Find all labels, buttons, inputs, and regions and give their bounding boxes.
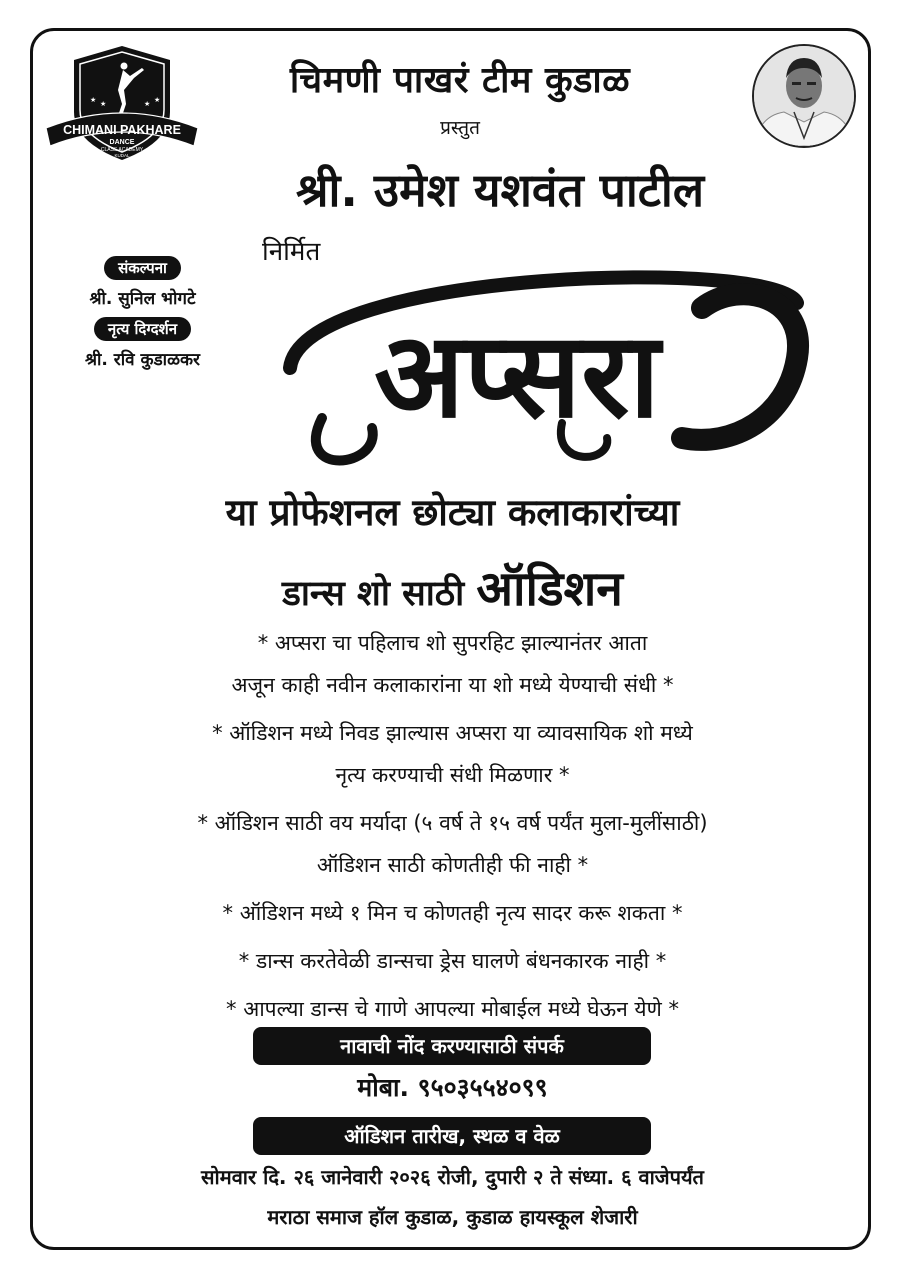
- detail-line: * ऑडिशन मध्ये निवड झाल्यास अप्सरा या व्यावसायिक शो मध्ये: [212, 721, 693, 745]
- detail-line: * आपल्या डान्स चे गाणे आपल्या मोबाईल मध्ये घेऊन येणे *: [226, 997, 679, 1021]
- detail-line: * ऑडिशन मध्ये १ मिन च कोणतही नृत्य सादर करू शकता *: [222, 901, 683, 925]
- svg-text:★: ★: [154, 96, 161, 104]
- audition-emphasis: ऑडिशन: [476, 561, 623, 617]
- logo-name-text: CHIMANI PAKHARE: [63, 123, 181, 137]
- event-date-time: सोमवार दि. २६ जानेवारी २०२६ रोजी, दुपारी २ ते संध्या. ६ वाजेपर्यंत: [201, 1165, 704, 1189]
- svg-text:★: ★: [90, 96, 97, 104]
- choreography-person-name: श्री. रवि कुडाळकर: [84, 350, 201, 370]
- choreography-role-label: नृत्य दिग्दर्शन: [94, 317, 191, 341]
- show-title-logo: [262, 248, 812, 478]
- headline-line-2-prefix: डान्स शो साठी: [282, 574, 465, 614]
- created-by-label: निर्मित: [262, 237, 321, 267]
- svg-text:★: ★: [144, 100, 151, 108]
- detail-line: * डान्स करतेवेळी डान्सचा ड्रेस घालणे बंधनकारक नाही *: [238, 949, 667, 973]
- logo-sub-text-2: CLASS ACADEMY: [100, 147, 144, 153]
- concept-person-name: श्री. सुनिल भोगटे: [89, 289, 196, 309]
- person-portrait-icon: [754, 46, 854, 146]
- detail-line: अजून काही नवीन कलाकारांना या शो मध्ये येण्याची संधी *: [231, 673, 674, 697]
- concept-role-label: संकल्पना: [104, 256, 181, 280]
- contact-mobile-number: मोबा. ९५०३५५४०९९: [357, 1073, 548, 1102]
- svg-text:★: ★: [100, 100, 107, 108]
- headline-line-1: या प्रोफेशनल छोट्या कलाकारांच्या: [225, 491, 680, 534]
- detail-line: * अप्सरा चा पहिलाच शो सुपरहिट झाल्यानंतर आता: [257, 631, 648, 655]
- detail-line: नृत्य करण्याची संधी मिळणार *: [335, 763, 570, 787]
- details-list: [50, 622, 855, 1030]
- contact-label-bar: नावाची नोंद करण्यासाठी संपर्क: [253, 1027, 651, 1065]
- detail-line: * ऑडिशन साठी वय मर्यादा (५ वर्ष ते १५ वर्ष पर्यंत मुला-मुलींसाठी): [197, 811, 708, 835]
- academy-logo: [44, 42, 200, 172]
- headline-line-2: [40, 555, 865, 620]
- logo-sub-text: DANCE: [109, 139, 135, 146]
- event-venue: मराठा समाज हॉल कुडाळ, कुडाळ हायस्कूल शेजारी: [267, 1205, 638, 1229]
- event-label-bar: ऑडिशन तारीख, स्थळ व वेळ: [253, 1117, 651, 1155]
- producer-name: श्री. उमेश यशवंत पाटील: [295, 163, 705, 217]
- detail-line: ऑडिशन साठी कोणतीही फी नाही *: [316, 853, 589, 877]
- person-photo: [752, 44, 856, 148]
- logo-sub-text-3: KUDAL: [114, 153, 130, 158]
- show-title-text: अप्सरा: [374, 306, 660, 444]
- organization-name: चिमणी पाखरं टीम कुडाळ: [289, 60, 631, 101]
- presents-label: प्रस्तुत: [440, 117, 480, 139]
- credits-block: [50, 256, 235, 378]
